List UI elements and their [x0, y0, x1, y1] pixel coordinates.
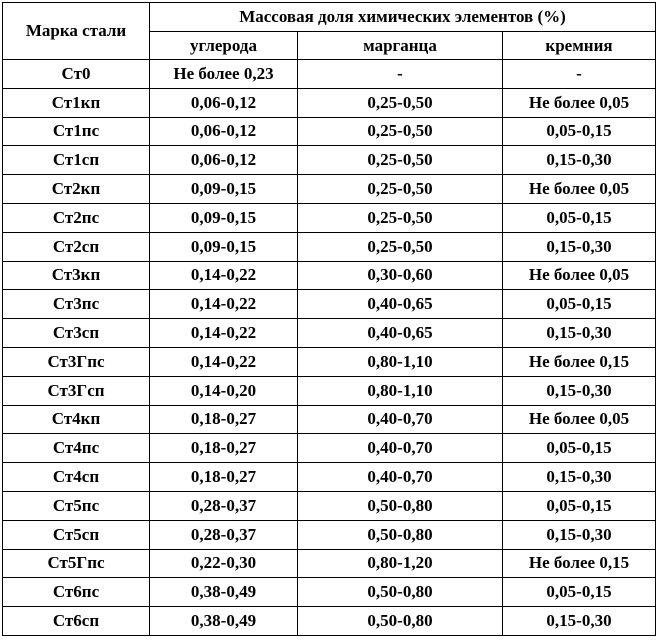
cell-steel-grade: Ст1сп: [3, 146, 150, 175]
cell-manganese: 0,25-0,50: [298, 117, 503, 146]
table-row: [3, 319, 656, 348]
cell-steel-grade: Ст2сп: [3, 232, 150, 261]
cell-steel-grade: Ст2кп: [3, 175, 150, 204]
cell-carbon: 0,28-0,37: [150, 491, 298, 520]
table-row: [3, 88, 656, 117]
cell-carbon: 0,14-0,22: [150, 347, 298, 376]
cell-manganese: 0,40-0,70: [298, 405, 503, 434]
cell-silicon: Не более 0,05: [503, 405, 656, 434]
cell-manganese: 0,40-0,70: [298, 463, 503, 492]
cell-steel-grade: Ст3пс: [3, 290, 150, 319]
cell-manganese: 0,50-0,80: [298, 578, 503, 607]
cell-manganese: 0,30-0,60: [298, 261, 503, 290]
header-carbon: углерода: [150, 32, 298, 60]
cell-carbon: 0,06-0,12: [150, 146, 298, 175]
cell-carbon: 0,18-0,27: [150, 463, 298, 492]
table-row: [3, 347, 656, 376]
cell-manganese: 0,50-0,80: [298, 607, 503, 636]
header-silicon: кремния: [503, 32, 656, 60]
cell-steel-grade: Ст5сп: [3, 520, 150, 549]
cell-manganese: 0,50-0,80: [298, 491, 503, 520]
table-row: [3, 117, 656, 146]
table-row: [3, 549, 656, 578]
cell-manganese: 0,80-1,10: [298, 376, 503, 405]
cell-manganese: 0,40-0,65: [298, 290, 503, 319]
cell-silicon: 0,05-0,15: [503, 434, 656, 463]
cell-steel-grade: Ст1кп: [3, 88, 150, 117]
cell-silicon: 0,05-0,15: [503, 578, 656, 607]
cell-silicon: 0,15-0,30: [503, 520, 656, 549]
cell-carbon: 0,14-0,22: [150, 261, 298, 290]
table-row: [3, 463, 656, 492]
cell-steel-grade: Ст1пс: [3, 117, 150, 146]
table-row: [3, 146, 656, 175]
cell-steel-grade: Ст3Гсп: [3, 376, 150, 405]
cell-carbon: 0,28-0,37: [150, 520, 298, 549]
cell-silicon: -: [503, 60, 656, 89]
cell-manganese: 0,25-0,50: [298, 232, 503, 261]
cell-carbon: 0,09-0,15: [150, 232, 298, 261]
cell-manganese: 0,25-0,50: [298, 146, 503, 175]
cell-carbon: 0,14-0,22: [150, 319, 298, 348]
cell-manganese: 0,25-0,50: [298, 203, 503, 232]
header-row-top: [3, 3, 656, 32]
cell-steel-grade: Ст4пс: [3, 434, 150, 463]
table-row: [3, 607, 656, 636]
cell-manganese: 0,40-0,65: [298, 319, 503, 348]
cell-silicon: 0,15-0,30: [503, 319, 656, 348]
header-manganese: марганца: [298, 32, 503, 60]
cell-manganese: 0,80-1,10: [298, 347, 503, 376]
cell-manganese: 0,50-0,80: [298, 520, 503, 549]
table-row: [3, 491, 656, 520]
cell-silicon: 0,05-0,15: [503, 491, 656, 520]
table-row: [3, 175, 656, 204]
cell-carbon: 0,18-0,27: [150, 405, 298, 434]
cell-silicon: Не более 0,05: [503, 261, 656, 290]
table-row: [3, 434, 656, 463]
steel-composition-table: [2, 2, 656, 636]
cell-steel-grade: Ст3сп: [3, 319, 150, 348]
cell-carbon: 0,38-0,49: [150, 607, 298, 636]
header-mass-fraction: Массовая доля химических элементов (%): [150, 3, 656, 32]
cell-silicon: Не более 0,05: [503, 88, 656, 117]
cell-steel-grade: Ст4кп: [3, 405, 150, 434]
cell-silicon: 0,15-0,30: [503, 376, 656, 405]
cell-carbon: 0,22-0,30: [150, 549, 298, 578]
cell-manganese: 0,25-0,50: [298, 175, 503, 204]
cell-carbon: 0,06-0,12: [150, 117, 298, 146]
cell-silicon: 0,15-0,30: [503, 463, 656, 492]
cell-steel-grade: Ст3кп: [3, 261, 150, 290]
cell-carbon: Не более 0,23: [150, 60, 298, 89]
cell-steel-grade: Ст4сп: [3, 463, 150, 492]
cell-carbon: 0,14-0,22: [150, 290, 298, 319]
cell-carbon: 0,18-0,27: [150, 434, 298, 463]
cell-carbon: 0,09-0,15: [150, 175, 298, 204]
cell-manganese: 0,80-1,20: [298, 549, 503, 578]
table-body: [3, 60, 656, 636]
table-row: [3, 405, 656, 434]
cell-carbon: 0,06-0,12: [150, 88, 298, 117]
cell-steel-grade: Ст2пс: [3, 203, 150, 232]
cell-steel-grade: Ст6сп: [3, 607, 150, 636]
cell-manganese: 0,40-0,70: [298, 434, 503, 463]
cell-steel-grade: Ст3Гпс: [3, 347, 150, 376]
cell-silicon: 0,05-0,15: [503, 117, 656, 146]
table-row: [3, 290, 656, 319]
cell-silicon: Не более 0,15: [503, 549, 656, 578]
cell-carbon: 0,14-0,20: [150, 376, 298, 405]
cell-silicon: 0,05-0,15: [503, 290, 656, 319]
table-row: [3, 520, 656, 549]
table-row: [3, 376, 656, 405]
table-row: [3, 60, 656, 89]
table-header: [3, 3, 656, 60]
cell-manganese: 0,25-0,50: [298, 88, 503, 117]
cell-steel-grade: Ст5пс: [3, 491, 150, 520]
header-steel-grade: Марка стали: [3, 3, 150, 60]
cell-silicon: 0,15-0,30: [503, 146, 656, 175]
cell-silicon: 0,15-0,30: [503, 607, 656, 636]
table-row: [3, 203, 656, 232]
cell-steel-grade: Ст5Гпс: [3, 549, 150, 578]
cell-silicon: Не более 0,05: [503, 175, 656, 204]
cell-steel-grade: Ст0: [3, 60, 150, 89]
cell-carbon: 0,09-0,15: [150, 203, 298, 232]
cell-silicon: 0,05-0,15: [503, 203, 656, 232]
cell-carbon: 0,38-0,49: [150, 578, 298, 607]
table-row: [3, 261, 656, 290]
table-row: [3, 578, 656, 607]
cell-silicon: 0,15-0,30: [503, 232, 656, 261]
cell-manganese: -: [298, 60, 503, 89]
cell-silicon: Не более 0,15: [503, 347, 656, 376]
table-row: [3, 232, 656, 261]
cell-steel-grade: Ст6пс: [3, 578, 150, 607]
